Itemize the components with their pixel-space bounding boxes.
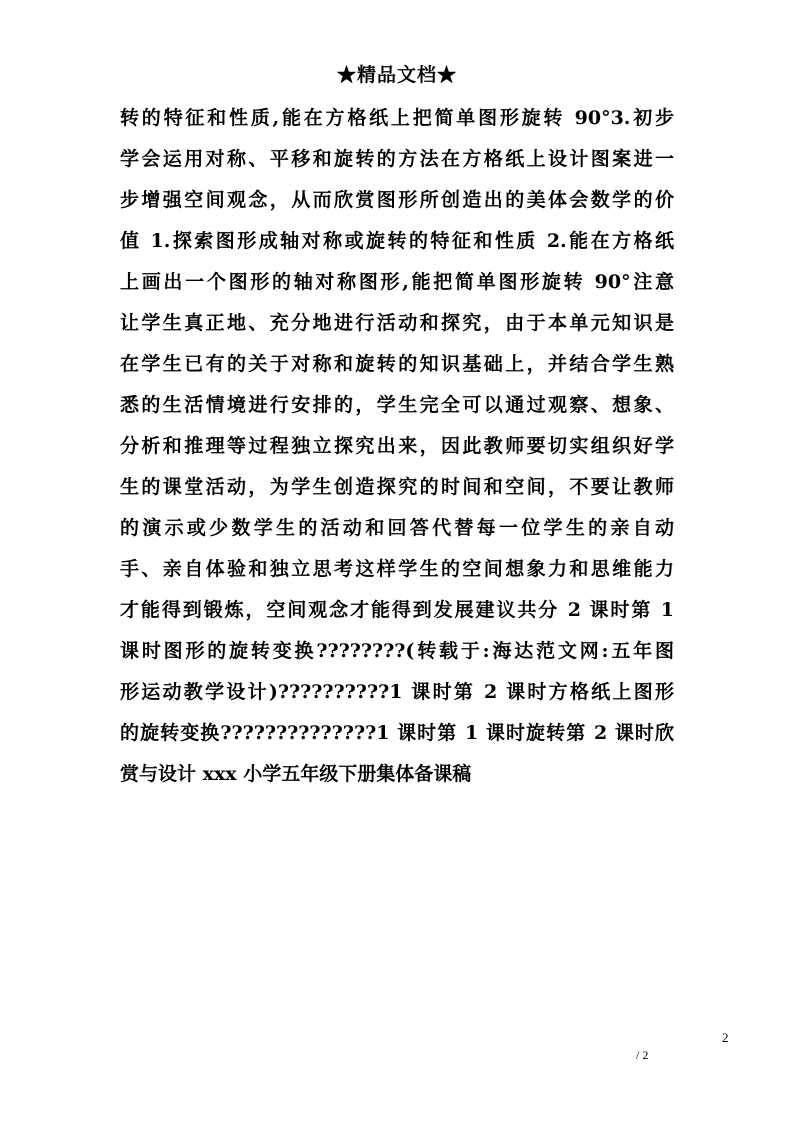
text-line-17: 赏与设计 xxx 小学五年级下册集体备课稿 [120, 763, 472, 785]
text-line-14: 课时图形的旋转变换????????(转载于:海达范文网:五年图 [120, 640, 674, 662]
document-body [120, 98, 674, 795]
page-number: 2 [722, 1030, 729, 1045]
text-line-13: 才能得到锻炼，空间观念才能得到发展建议共分 2 课时第 1 [120, 599, 674, 621]
page-total: / 2 [636, 1048, 649, 1062]
text-line-15: 形运动教学设计)??????????1 课时第 2 课时方格纸上图形 [120, 681, 674, 703]
text-line-1: 转的特征和性质,能在方格纸上把简单图形旋转 90°3.初步 [120, 107, 674, 129]
text-line-10: 生的课堂活动，为学生创造探究的时间和空间，不要让教师 [120, 476, 674, 498]
text-line-8: 悉的生活情境进行安排的，学生完全可以通过观察、想象、 [120, 394, 674, 416]
text-line-4: 值 1.探索图形成轴对称或旋转的特征和性质 2.能在方格纸 [120, 230, 674, 252]
document-header: ★精品文档★ [336, 64, 457, 86]
text-line-6: 让学生真正地、充分地进行活动和探究，由于本单元知识是 [120, 312, 674, 334]
text-line-11: 的演示或少数学生的活动和回答代替每一位学生的亲自动 [120, 517, 674, 539]
text-line-3: 步增强空间观念，从而欣赏图形所创造出的美体会数学的价 [120, 189, 674, 211]
text-line-12: 手、亲自体验和独立思考这样学生的空间想象力和思维能力 [120, 558, 674, 580]
text-line-2: 学会运用对称、平移和旋转的方法在方格纸上设计图案进一 [120, 148, 674, 170]
text-line-16: 的旋转变换??????????????1 课时第 1 课时旋转第 2 课时欣 [120, 722, 674, 744]
text-line-5: 上画出一个图形的轴对称图形,能把简单图形旋转 90°注意 [120, 271, 674, 293]
text-line-7: 在学生已有的关于对称和旋转的知识基础上，并结合学生熟 [120, 353, 674, 375]
text-line-9: 分析和推理等过程独立探究出来，因此教师要切实组织好学 [120, 435, 674, 457]
